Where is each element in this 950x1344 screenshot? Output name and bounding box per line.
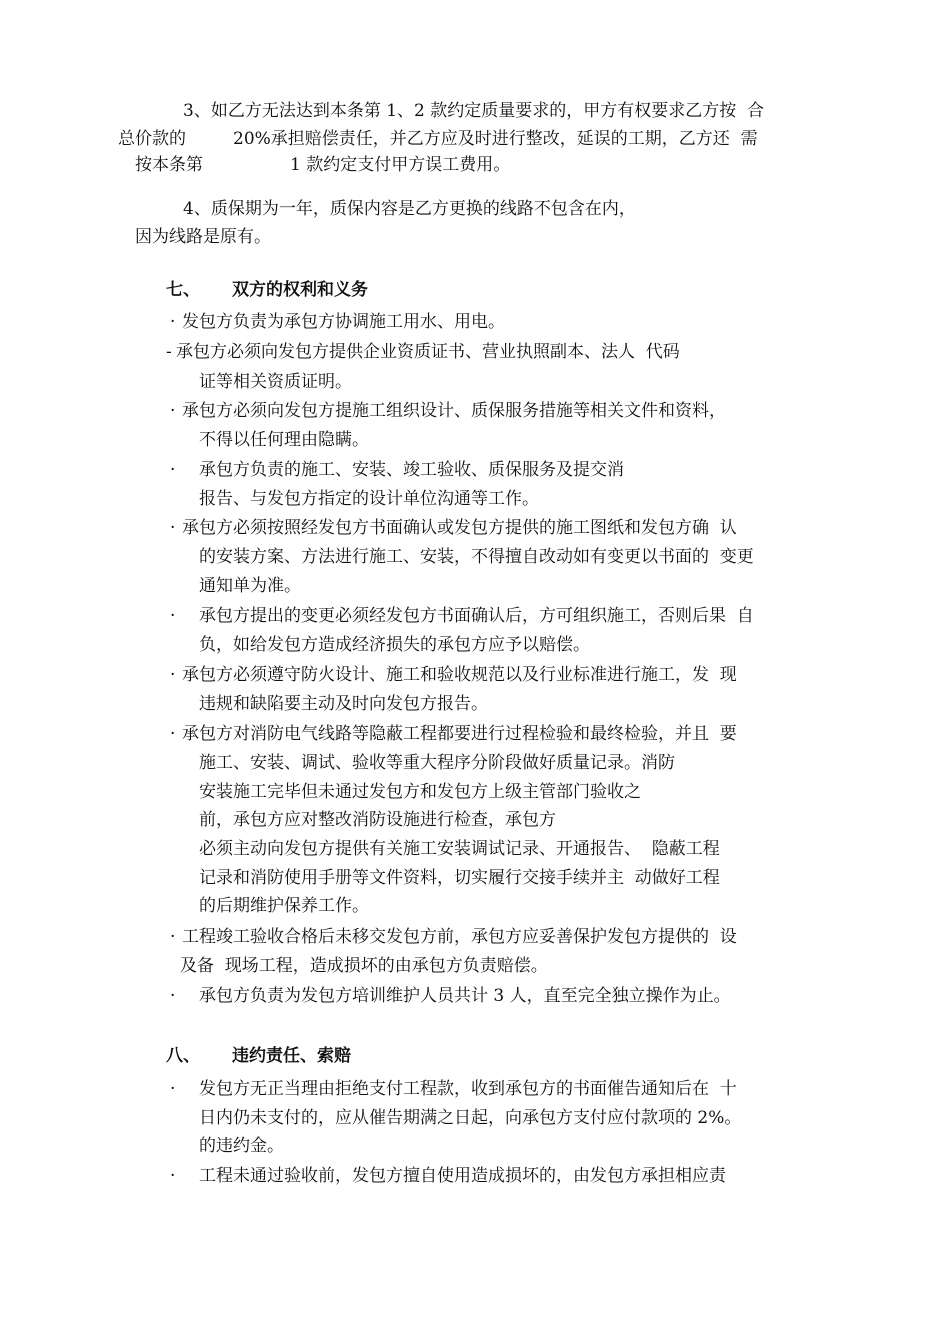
s7-item10-line1: 承包方负责为发包方培训维护人员共计 3 人，直至完全独立操作为止。 xyxy=(199,986,731,1006)
s7-item8-line4: 前，承包方应对整改消防设施进行检查，承包方 xyxy=(199,810,556,830)
s7-item5-line3: 通知单为准。 xyxy=(199,576,301,596)
s7-item7-line1: 承包方必须遵守防火设计、施工和验收规范以及行业标准进行施工，发 现 xyxy=(182,665,737,685)
clause4-line1: 4、质保期为一年，质保内容是乙方更换的线路不包含在内， xyxy=(183,199,636,219)
section7-number: 七、 xyxy=(166,280,200,300)
s7-item8-line3: 安装施工完毕但未通过发包方和发包方上级主管部门验收之 xyxy=(199,782,641,802)
s8-item1-line2: 日内仍未支付的，应从催告期满之日起，向承包方支付应付款项的 2%。 xyxy=(199,1108,742,1128)
clause3-line2b: 20%承担赔偿责任，并乙方应及时进行整改，延误的工期，乙方还 需 xyxy=(233,129,758,149)
bullet-dot: · xyxy=(170,1079,176,1099)
s7-item8-line7: 的后期维护保养工作。 xyxy=(199,896,369,916)
bullet-dot: · xyxy=(170,312,176,332)
s7-item6-line1: 承包方提出的变更必须经发包方书面确认后，方可组织施工，否则后果 自 xyxy=(199,606,754,626)
bullet-dot: · xyxy=(170,986,176,1006)
bullet-dash: - xyxy=(166,342,172,362)
bullet-dot: · xyxy=(170,927,176,947)
s7-item8-line2: 施工、安装、调试、验收等重大程序分阶段做好质量记录。消防 xyxy=(199,753,675,773)
bullet-dot: · xyxy=(170,460,176,480)
s7-item9-line2: 及备 现场工程，造成损坏的由承包方负责赔偿。 xyxy=(180,956,548,976)
s8-item2-line1: 工程未通过验收前，发包方擅自使用造成损坏的，由发包方承担相应责 xyxy=(199,1166,726,1186)
bullet-dot: · xyxy=(170,401,176,421)
bullet-dot: · xyxy=(170,1166,176,1186)
s7-item8-line1: 承包方对消防电气线路等隐蔽工程都要进行过程检验和最终检验，并且 要 xyxy=(182,724,737,744)
clause4-line2: 因为线路是原有。 xyxy=(135,227,271,247)
clause3-line3b: 1 款约定支付甲方误工费用。 xyxy=(290,155,511,175)
s7-item2-line2: 证等相关资质证明。 xyxy=(199,372,352,392)
clause3-line2a: 总价款的 xyxy=(118,129,186,149)
s7-item4-line1: 承包方负责的施工、安装、竣工验收、质保服务及提交消 xyxy=(199,460,624,480)
s7-item3-line1: 承包方必须向发包方提施工组织设计、质保服务措施等相关文件和资料， xyxy=(182,401,726,421)
bullet-dot: · xyxy=(170,724,176,744)
bullet-dot: · xyxy=(170,518,176,538)
s7-item2-line1: 承包方必须向发包方提供企业资质证书、营业执照副本、法人 代码 xyxy=(176,342,680,362)
s8-item1-line1: 发包方无正当理由拒绝支付工程款，收到承包方的书面催告通知后在 十 xyxy=(199,1079,737,1099)
s7-item5-line1: 承包方必须按照经发包方书面确认或发包方提供的施工图纸和发包方确 认 xyxy=(182,518,737,538)
s7-item5-line2: 的安装方案、方法进行施工、安装，不得擅自改动如有变更以书面的 变更 xyxy=(199,547,754,567)
s7-item3-line2: 不得以任何理由隐瞒。 xyxy=(199,430,369,450)
s7-item7-line2: 违规和缺陷要主动及时向发包方报告。 xyxy=(199,694,488,714)
s7-item4-line2: 报告、与发包方指定的设计单位沟通等工作。 xyxy=(199,489,539,509)
section8-title: 违约责任、索赔 xyxy=(232,1046,351,1066)
bullet-dot: · xyxy=(170,606,176,626)
s8-item1-line3: 的违约金。 xyxy=(199,1136,284,1156)
s7-item1-line1: 发包方负责为承包方协调施工用水、用电。 xyxy=(182,312,505,332)
clause3-line3a: 按本条第 xyxy=(135,155,203,175)
s7-item8-line5: 必须主动向发包方提供有关施工安装调试记录、开通报告、 隐蔽工程 xyxy=(199,839,720,859)
s7-item6-line2: 负，如给发包方造成经济损失的承包方应予以赔偿。 xyxy=(199,635,590,655)
section7-title: 双方的权利和义务 xyxy=(232,280,368,300)
s7-item8-line6: 记录和消防使用手册等文件资料，切实履行交接手续并主 动做好工程 xyxy=(199,868,720,888)
bullet-dot: · xyxy=(170,665,176,685)
section8-number: 八、 xyxy=(166,1046,200,1066)
clause3-line1: 3、如乙方无法达到本条第 1、2 款约定质量要求的，甲方有权要求乙方按 合 xyxy=(183,101,765,121)
s7-item9-line1: 工程竣工验收合格后未移交发包方前，承包方应妥善保护发包方提供的 设 xyxy=(182,927,737,947)
